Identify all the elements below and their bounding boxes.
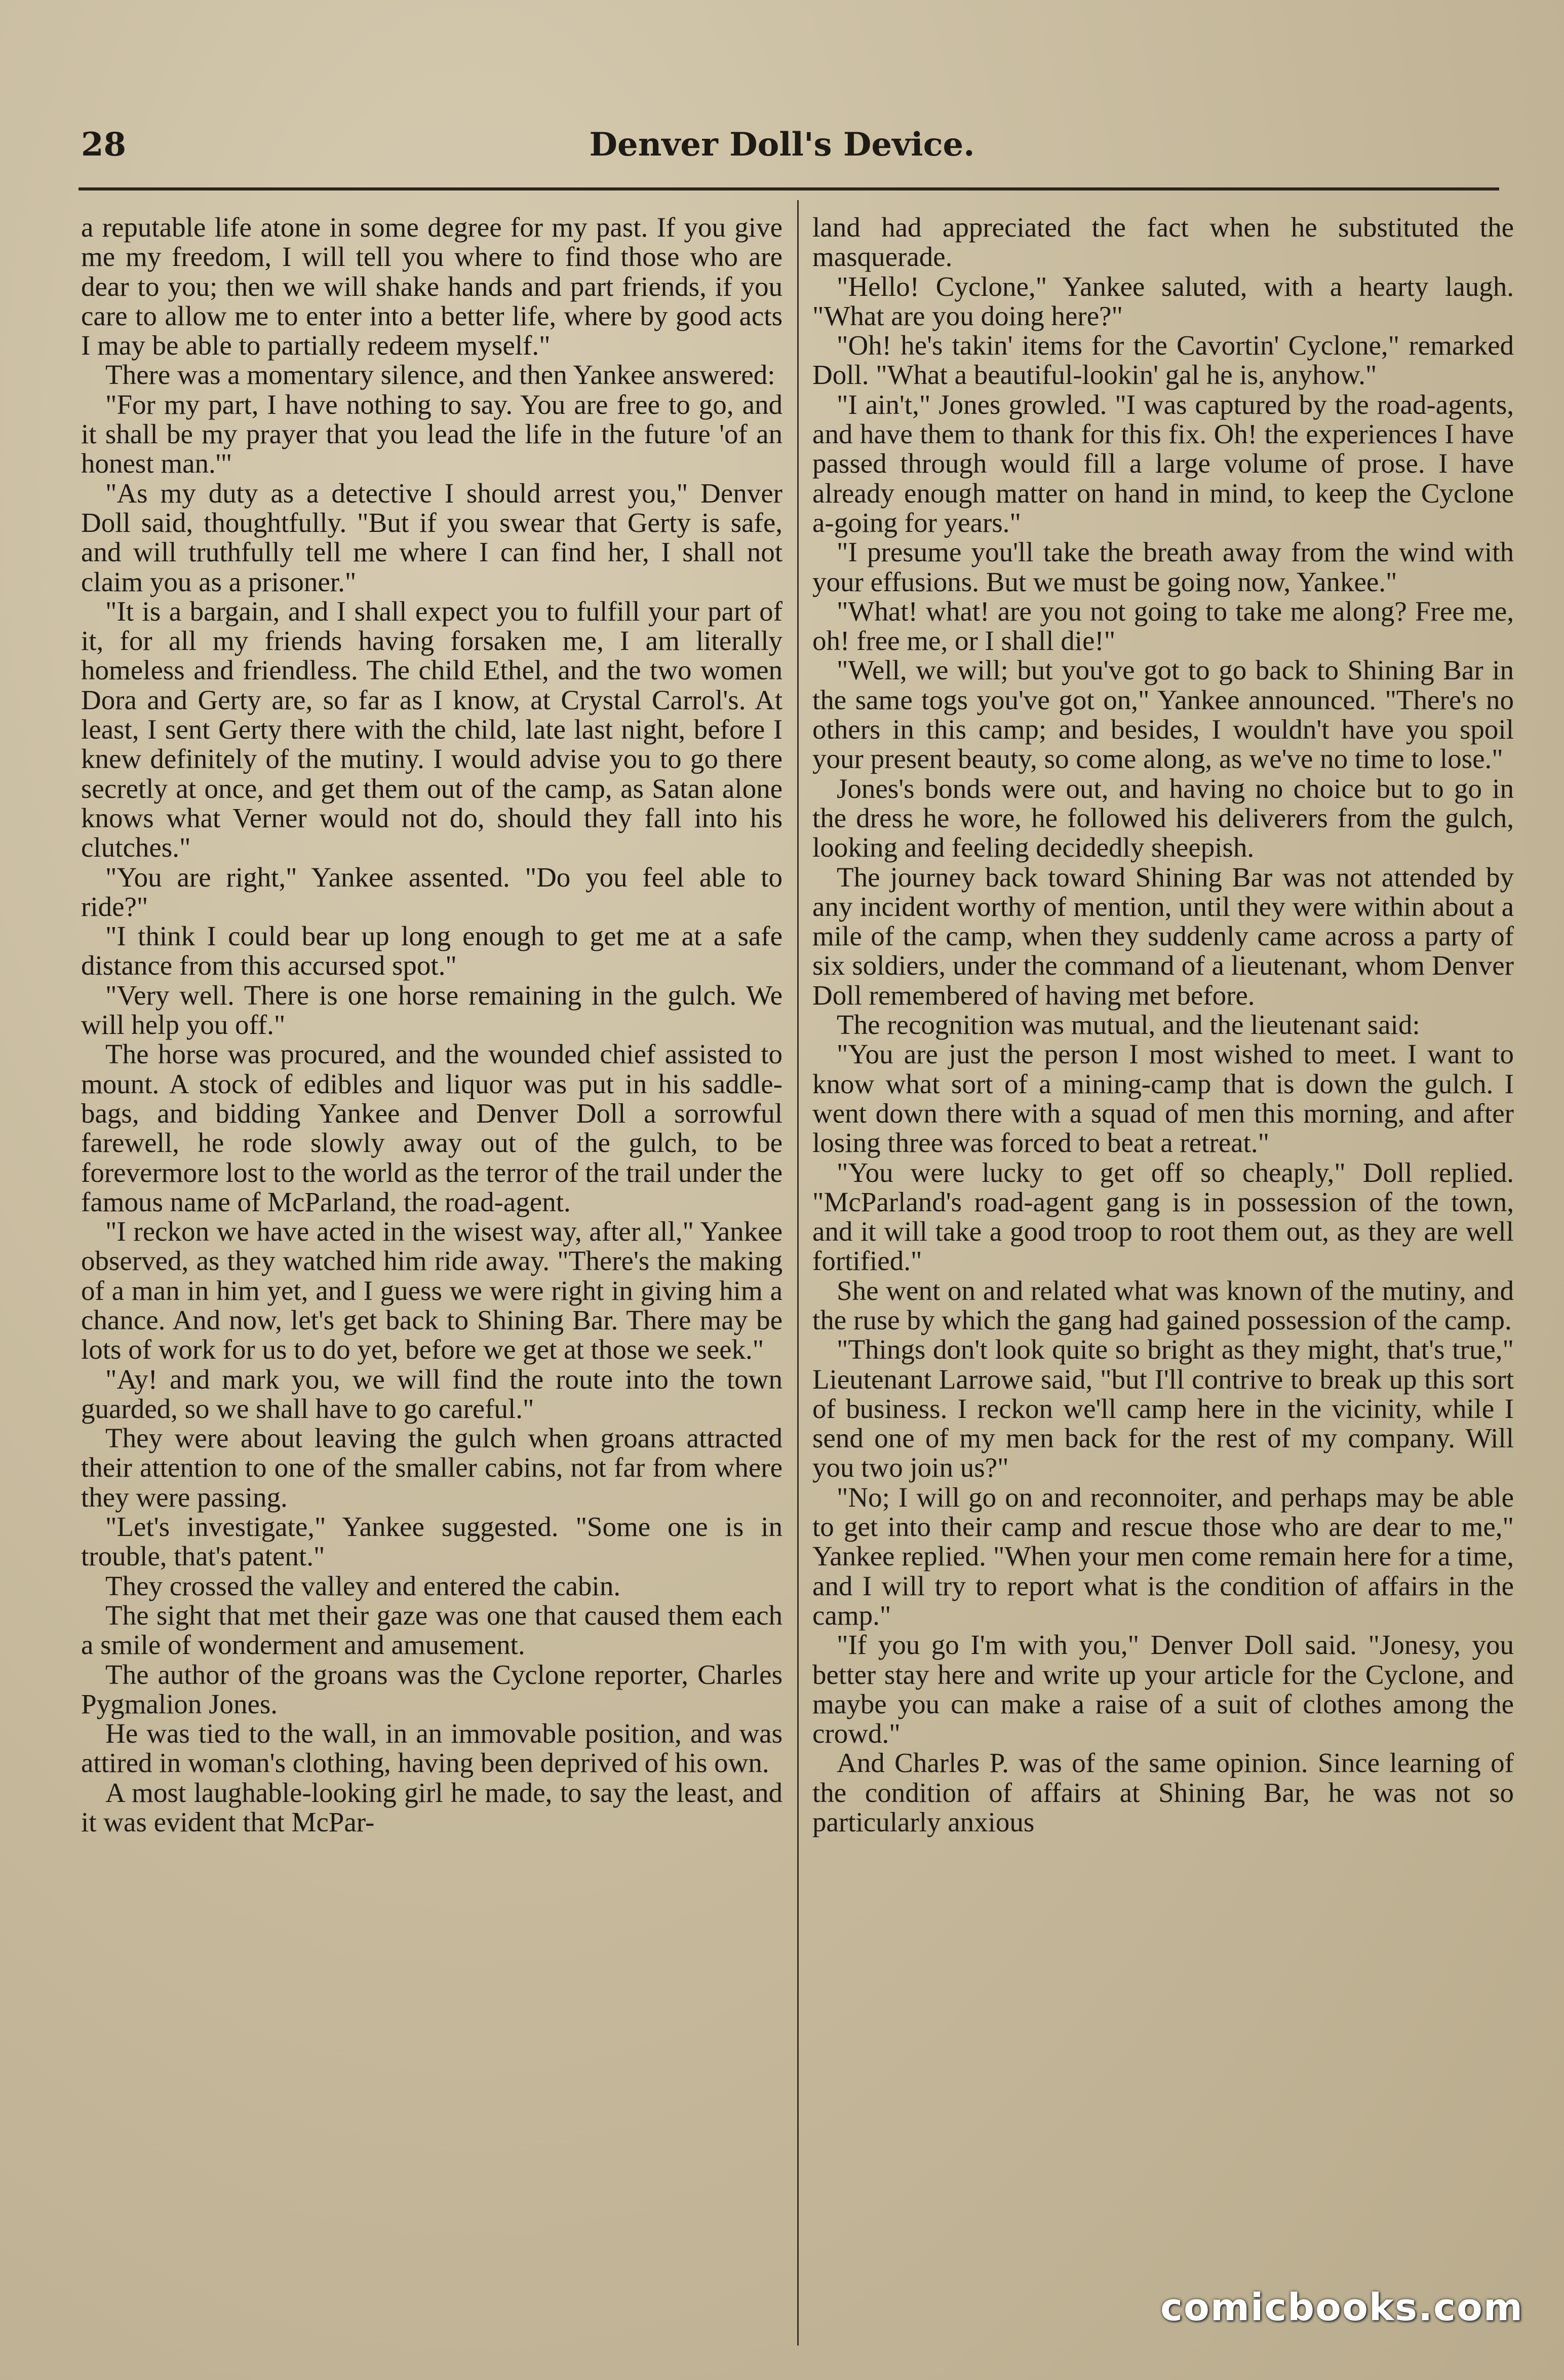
paragraph: He was tied to the wall, in an immovable position, and was attired in woman's clothing, having been deprived of his own. — [81, 1718, 783, 1779]
paragraph: Jones's bonds were out, and having no choice but to go in the dress he wore, he followed his deliverers from the gulch, looking and feeling decidedly sheepish. — [812, 773, 1514, 863]
paragraph: land had appreciated the fact when he substituted the masquerade. — [812, 213, 1514, 273]
column-divider — [797, 200, 799, 2346]
paragraph: The horse was procured, and the wounded chief assisted to mount. A stock of edibles and liquor was put in his saddle-bags, and bidding Yankee and Denver Doll a sorrowful farewell, he rode slowly away out of the gulch, to be forevermore lost to the world as the terror of the trail under the famous name of McParland, the road-agent. — [81, 1039, 783, 1217]
page-number: 28 — [81, 126, 127, 164]
paragraph: "I ain't," Jones growled. "I was captured by the road-agents, and have them to thank for this fix. Oh! the experiences I have passed through would fill a large volume of prose. I have already enough matter on hand in mind, to keep the Cyclone a-going for years." — [812, 389, 1514, 538]
paragraph: "It is a bargain, and I shall expect you to fulfill your part of it, for all my friends having forsaken me, I am literally homeless and friendless. The child Ethel, and the two women Dora and Gerty are, so far as I know, at Crystal Carrol's. At least, I sent Gerty there with the child, late last night, before I knew definitely of the mutiny. I would advise you to go there secretly at once, and get them out of the camp, as Satan alone knows what Verner would not do, should they fall into his clutches." — [81, 595, 783, 863]
paragraph: They crossed the valley and entered the cabin. — [105, 1570, 621, 1601]
paragraph: "Things don't look quite so bright as they might, that's true," Lieutenant Larrowe said, "but I'll contrive to break up this sort of business. I reckon we'll camp here in the vicinity, while I send one of my men back for the rest of my company. Will you two join us?" — [812, 1334, 1514, 1483]
paragraph: "For my part, I have nothing to say. You are free to go, and it shall be my prayer that you lead the life in the future 'of an honest man.'" — [81, 389, 783, 479]
paragraph: The sight that met their gaze was one that caused them each a smile of wonderment and amusement. — [81, 1599, 783, 1661]
paragraph: They were about leaving the gulch when groans attracted their attention to one of the smaller cabins, not far from where they were passing. — [81, 1423, 783, 1513]
paragraph: "You are right," Yankee assented. "Do you feel able to ride?" — [81, 861, 783, 922]
paragraph: "If you go I'm with you," Denver Doll said. "Jonesy, you better stay here and write up your article for the Cyclone, and maybe you can make a raise of a suit of clothes among the crowd." — [812, 1629, 1514, 1749]
paragraph: "What! what! are you not going to take me along? Free me, oh! free me, or I shall die!" — [812, 595, 1514, 657]
paragraph: And Charles P. was of the same opinion. Since learning of the condition of affairs at Shining Bar, he was not so particularly anxious — [812, 1747, 1514, 1838]
paragraph: "No; I will go on and reconnoiter, and perhaps may be able to get into their camp and rescue those who are dear to me," Yankee replied. "When your men come remain here for a time, and I will try to report what is the condition of affairs in the camp." — [812, 1481, 1514, 1631]
paragraph: "I reckon we have acted in the wisest way, after all," Yankee observed, as they watched him ride away. "There's the making of a man in him yet, and I guess we were right in giving him a chance. And now, let's get back to Shining Bar. There may be lots of work for us to do yet, before we get at those we seek." — [81, 1216, 783, 1365]
paragraph: "You are just the person I most wished to meet. I want to know what sort of a mining-camp that is down the gulch. I went down there with a squad of men this morning, and after losing three was forced to beat a retreat." — [812, 1039, 1514, 1159]
running-title: Denver Doll's Device. — [589, 126, 975, 164]
paragraph: She went on and related what was known of the mutiny, and the ruse by which the gang had gained possession of the camp. — [812, 1275, 1514, 1335]
paragraph: The author of the groans was the Cyclone reporter, Charles Pygmalion Jones. — [81, 1659, 783, 1719]
paragraph: "I presume you'll take the breath away from the wind with your effusions. But we must be going now, Yankee." — [812, 536, 1514, 597]
right-column — [812, 213, 1514, 2368]
paragraph: The recognition was mutual, and the lieutenant said: — [837, 1009, 1420, 1041]
header-rule — [79, 187, 1499, 190]
paragraph: A most laughable-looking girl he made, to say the least, and it was evident that McPar- — [81, 1777, 783, 1838]
paragraph: "Ay! and mark you, we will find the route into the town guarded, so we shall have to go careful." — [81, 1363, 783, 1424]
paragraph: "Oh! he's takin' items for the Cavortin' Cyclone," remarked Doll. "What a beautiful-lookin' gal he is, anyhow." — [812, 330, 1514, 391]
watermark-logo: comicbooks.com — [1160, 2286, 1523, 2329]
paragraph: "Hello! Cyclone," Yankee saluted, with a hearty laugh. "What are you doing here?" — [812, 271, 1514, 331]
paragraph: "You were lucky to get off so cheaply," Doll replied. "McParland's road-agent gang is in possession of the town, and it will take a good troop to root them out, as they are well fortified." — [812, 1157, 1514, 1277]
paragraph: "Let's investigate," Yankee suggested. "Some one is in trouble, that's patent." — [81, 1511, 783, 1572]
paragraph: The journey back toward Shining Bar was not attended by any incident worthy of mention, until they were within about a mile of the camp, when they suddenly came across a party of six soldiers, under the command of a lieutenant, whom Denver Doll remembered of having met before. — [812, 861, 1514, 1011]
paragraph: "Very well. There is one horse remaining in the gulch. We will help you off." — [81, 979, 783, 1041]
paragraph: There was a momentary silence, and then Yankee answered: — [105, 359, 775, 391]
paragraph: "Well, we will; but you've got to go back to Shining Bar in the same togs you've got on," Yankee announced. "There's no others in this camp; and besides, I wouldn't have you spoil your present beauty, so come along, as we've no time to lose." — [812, 655, 1514, 775]
left-column — [81, 213, 783, 2368]
paragraph: "As my duty as a detective I should arrest you," Denver Doll said, thoughtfully. "But if you swear that Gerty is safe, and will truthfully tell me where I can find her, I shall not claim you as a prisoner." — [81, 477, 783, 597]
paragraph: a reputable life atone in some degree for my past. If you give me my freedom, I will tell you where to find those who are dear to you; then we will shake hands and part friends, if you care to allow me to enter into a better life, where by good acts I may be able to partially redeem myself." — [81, 213, 783, 361]
paragraph: "I think I could bear up long enough to get me at a safe distance from this accursed spot." — [81, 920, 783, 981]
